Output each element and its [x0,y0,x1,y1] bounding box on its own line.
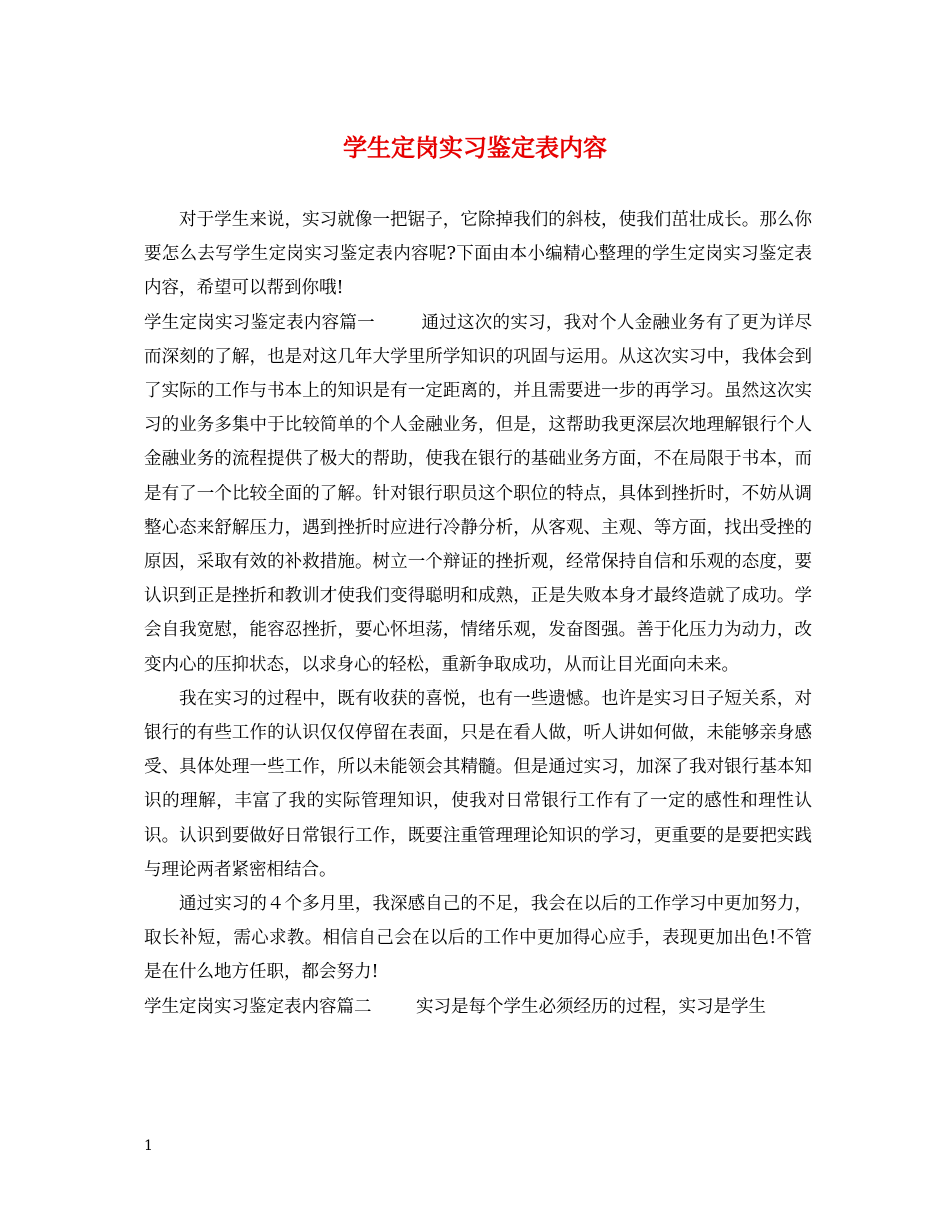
intro-paragraph: 对于学生来说，实习就像一把锯子，它除掉我们的斜枝，使我们茁壮成长。那么你要怎么去写学生定岗实习鉴定表内容呢?下面由本小编精心整理的学生定岗实习鉴定表内容，希望可以帮到你哦! [144,210,812,299]
section-2-paragraph [144,990,812,1024]
section-2-heading: 学生定岗实习鉴定表内容篇二 [144,996,372,1017]
document-title: 学生定岗实习鉴定表内容 [343,133,607,162]
page-number: 1 [144,1138,153,1154]
paragraph-2: 我在实习的过程中，既有收获的喜悦，也有一些遗憾。也许是实习日子短关系，对银行的有些工作的认识仅仅停留在表面，只是在看人做，听人讲如何做，未能够亲身感受、具体处理一些工作，所以未能领会其精髓。但是通过实习，加深了我对银行基本知识的理解，丰富了我的实际管理知识，使我对日常银行工作有了一定的感性和理性认识。认识到要做好日常银行工作，既要注重管理理论知识的学习，更重要的是要把实践与理论两者紧密相结合。 [144,688,812,880]
section-1-paragraph [144,306,812,682]
section-gap [375,313,422,333]
section-1-text: 通过这次的实习，我对个人金融业务有了更为详尽而深刻的了解，也是对这几年大学里所学知识的巩固与运用。从这次实习中，我体会到了实际的工作与书本上的知识是有一定距离的，并且需要进一步的再学习。虽然这次实习的业务多集中于比较简单的个人金融业务，但是，这帮助我更深层次地理解银行个人金融业务的流程提供了极大的帮助，使我在银行的基础业务方面，不在局限于书本，而是有了一个比较全面的了解。针对银行职员这个职位的特点，具体到挫折时，不妨从调整心态来舒解压力，遇到挫折时应进行冷静分析，从客观、主观、等方面，找出受挫的原因，采取有效的补救措施。树立一个辩证的挫折观，经常保持自信和乐观的态度，要认识到正是挫折和教训才使我们变得聪明和成熟，正是失败本身才最终造就了成功。学会自我宽慰，能容忍挫折，要心怀坦荡，情绪乐观，发奋图强。善于化压力为动力，改变内心的压抑状态，以求身心的轻松，重新争取成功，从而让目光面向未来。 [144,312,813,675]
section-1-heading: 学生定岗实习鉴定表内容篇一 [144,312,375,333]
section-2-text: 实习是每个学生必须经历的过程，实习是学生 [416,996,767,1017]
paragraph-3: 通过实习的４个多月里，我深感自己的不足，我会在以后的工作学习中更加努力，取长补短，需心求教。相信自己会在以后的工作中更加得心应手，表现更加出色!不管是在什么地方任职，都会努力! [144,894,812,983]
section-gap [372,997,417,1017]
document-body [144,203,812,1024]
